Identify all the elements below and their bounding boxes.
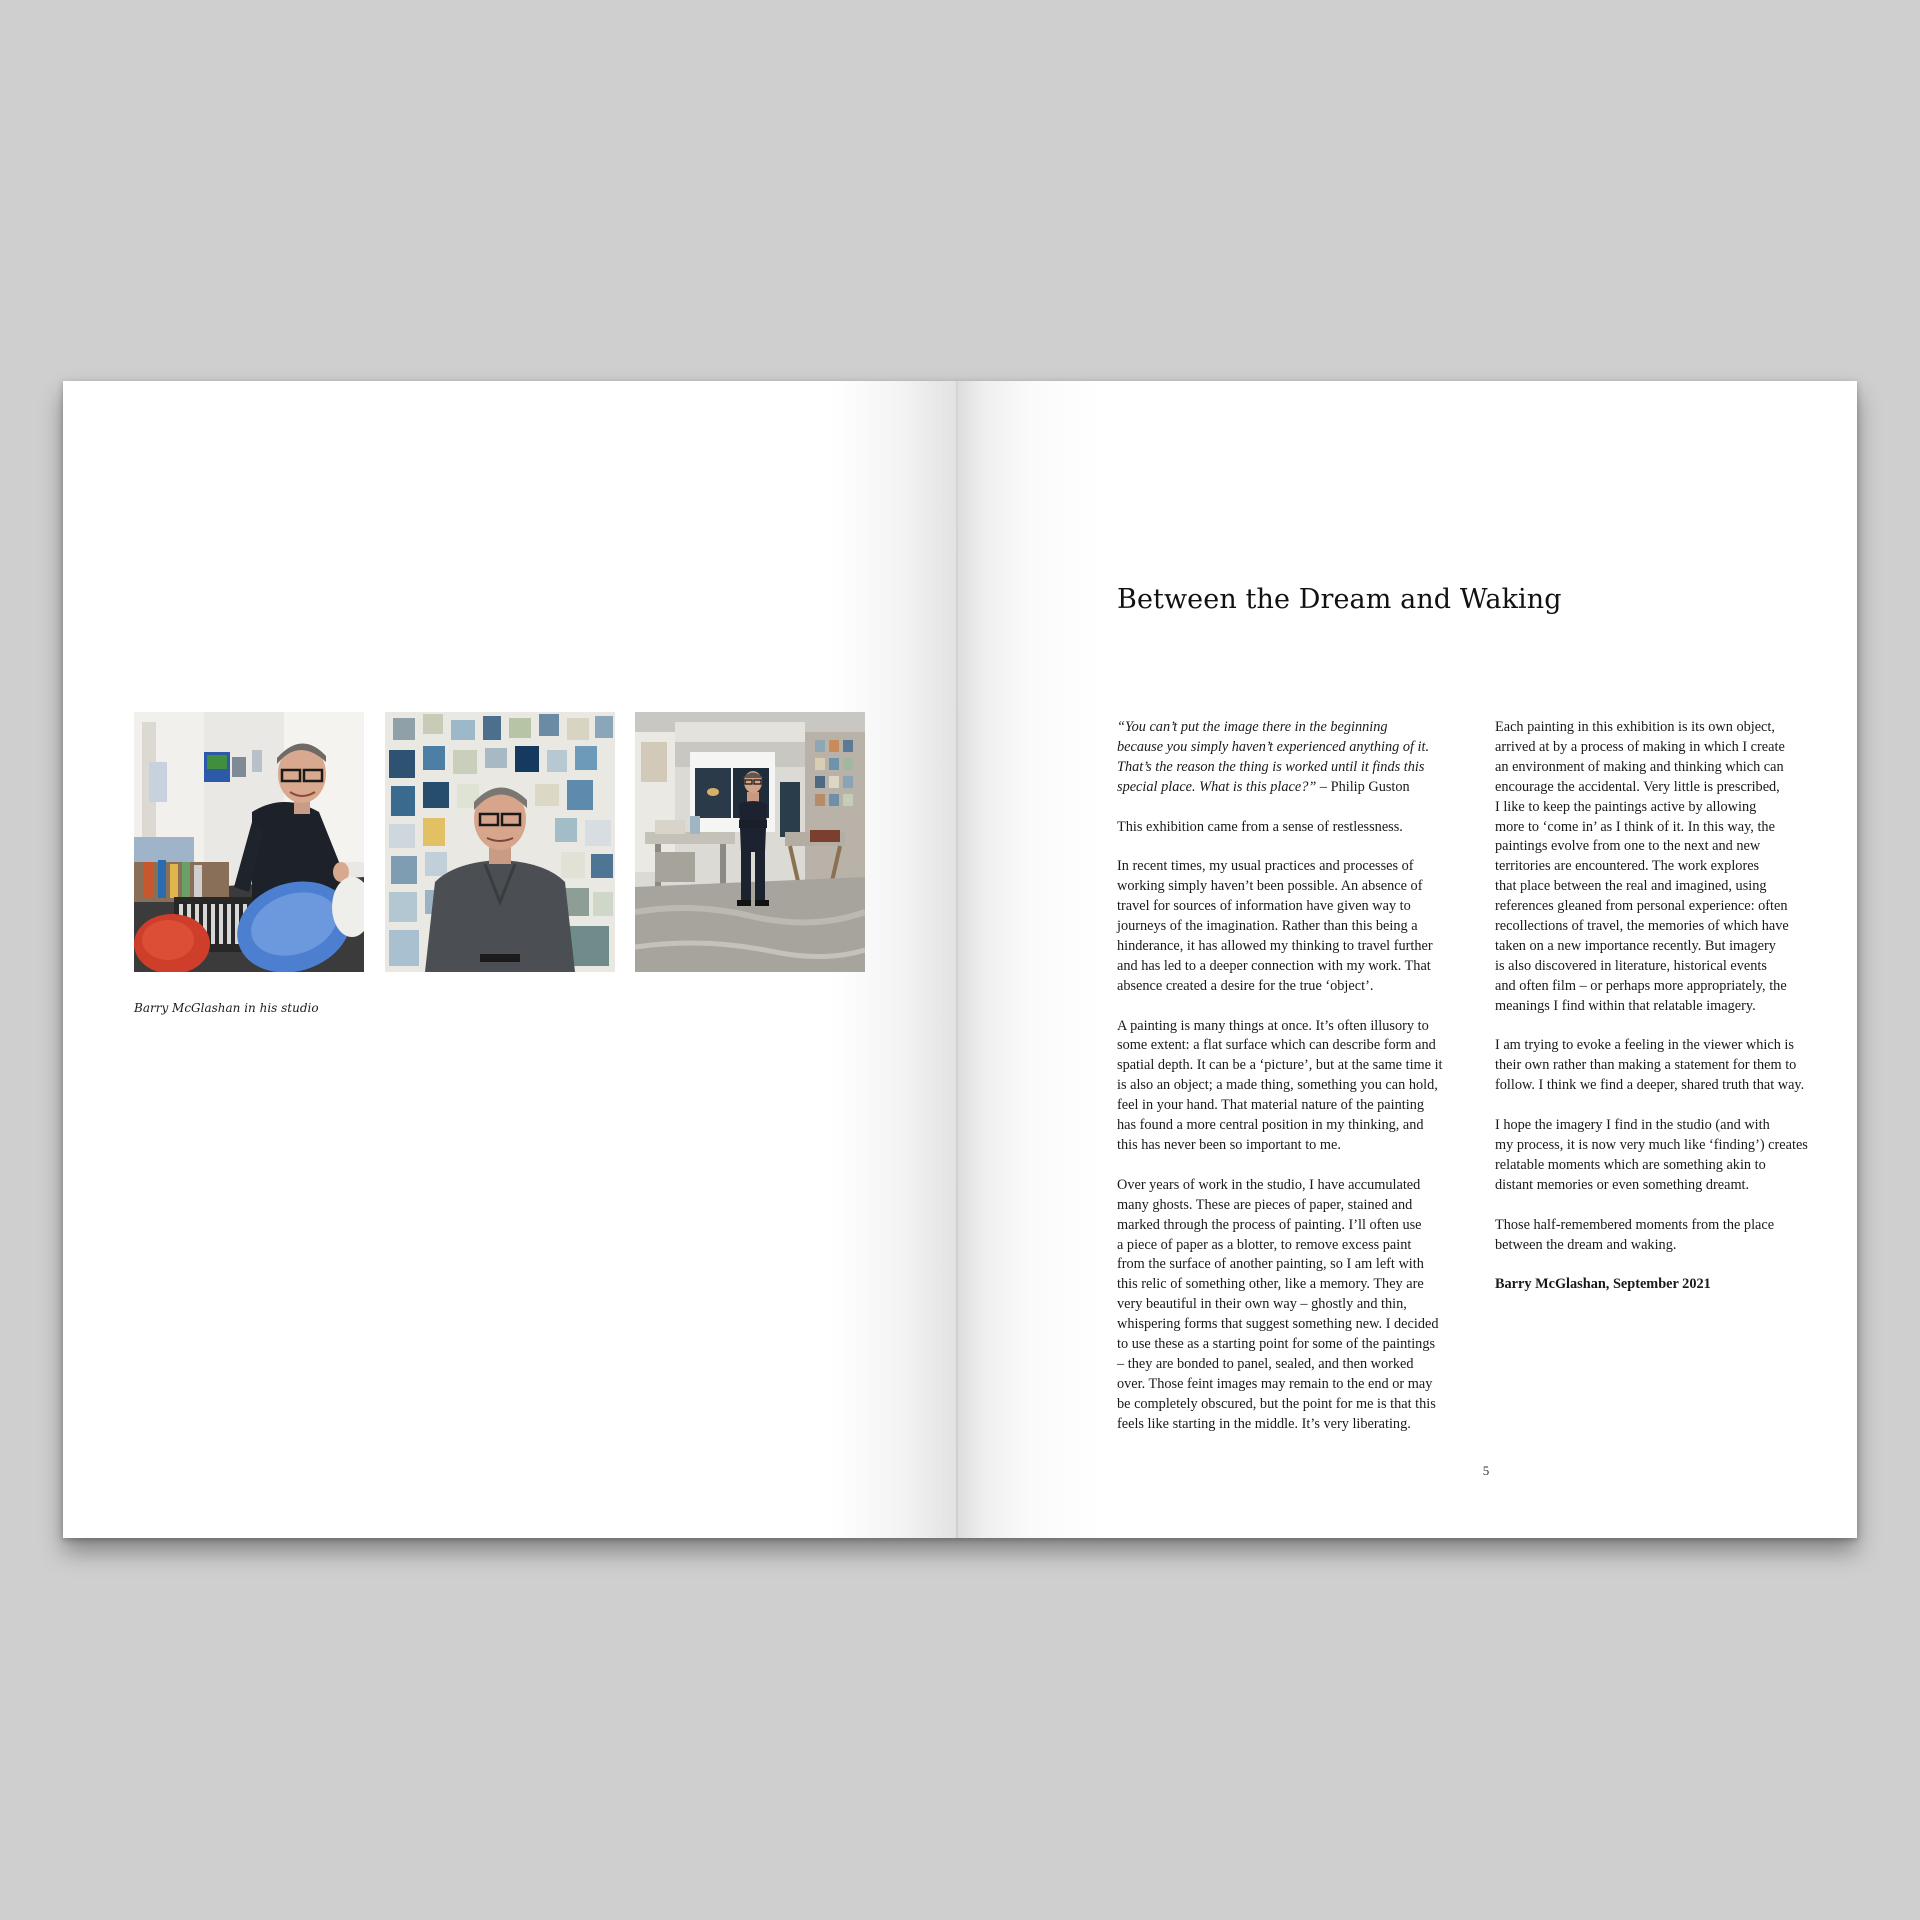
paragraph: This exhibition came from a sense of restlessness. (1117, 818, 1403, 835)
epigraph-attribution: – Philip Guston (1316, 778, 1410, 795)
epigraph (1117, 718, 1487, 798)
left-page (63, 381, 957, 1538)
author-signature: Barry McGlashan, September 2021 (1495, 1276, 1711, 1293)
page-number: 5 (1482, 1463, 1490, 1478)
paragraph: Each painting in this exhibition is its own object, arrived at by a process of making in which I create an environment of making and thinking which can encourage the accidental. Very little is prescribed, I like to keep the paintings active by allowing more to ‘come in’ as I think of it. In this way, the paintings evolve from one to the next and new territories are encountered. The work explores that place between the real and imagined, using references gleaned from personal experience: often recollections of travel, the memories of which have taken on a new importance recently. But imagery is also discovered in literature, historical events and often film – or perhaps more appropriately, the meanings I find within that relatable imagery. (1495, 719, 1789, 1014)
paragraph: A painting is many things at once. It’s often illusory to some extent: a flat surface which can describe form and spatial depth. It can be a ‘picture’, but at the same time it is also an object; a made thing, something you can hold, feel in your hand. That material nature of the painting has found a more central position in my thinking, and this has never been so important to me. (1117, 1017, 1443, 1153)
paragraph: I am trying to evoke a feeling in the viewer which is their own rather than making a statement for them to follow. I think we find a deeper, shared truth that way. (1495, 1037, 1805, 1094)
text-column-right (1495, 718, 1840, 1315)
paragraph: Over years of work in the studio, I have accumulated many ghosts. These are pieces of paper, stained and marked through the process of painting. I’ll often use a piece of paper as a blotter, to remove excess paint from the surface of another painting, so I am left with this relic of something other, like a memory. They are very beautiful in their own way – ghostly and thin, whispering forms that suggest something new. I decided to use these as a starting point for some of the paintings – they are bonded to panel, sealed, and then worked over. Those feint images may remain to the end or may be completely obscured, but the point for me is that this feels like starting in the middle. It’s very liberating. (1117, 1176, 1439, 1432)
photo-caption: Barry McGlashan in his studio (134, 1001, 319, 1015)
studio-photo-plates (134, 712, 364, 972)
studio-photo-wide-studio (635, 712, 865, 972)
book-spread (63, 381, 1857, 1538)
epigraph-quote: “You can’t put the image there in the beginning because you simply haven’t experienced anything of it. That’s the reason the thing is worked until it finds this special place. What is this place?” (1117, 719, 1430, 795)
studio-photo-wall-of-paintings (385, 712, 615, 972)
text-column-left (1117, 718, 1487, 1454)
right-page (957, 381, 1857, 1538)
essay-title: Between the Dream and Waking (1117, 584, 1562, 615)
book-gutter (956, 381, 958, 1538)
paragraph: I hope the imagery I find in the studio (and with my process, it is now very much like ‘finding’) creates relatable moments which are something akin to distant memories or even something dreamt. (1495, 1117, 1808, 1193)
paragraph: Those half-remembered moments from the place between the dream and waking. (1495, 1216, 1775, 1253)
paragraph: In recent times, my usual practices and processes of working simply haven’t been possible. An absence of travel for sources of information have given way to journeys of the imagination. Rather than this being a hinderance, it has allowed my thinking to travel further and has led to a deeper connection with my work. That absence created a desire for the true ‘object’. (1117, 858, 1433, 994)
